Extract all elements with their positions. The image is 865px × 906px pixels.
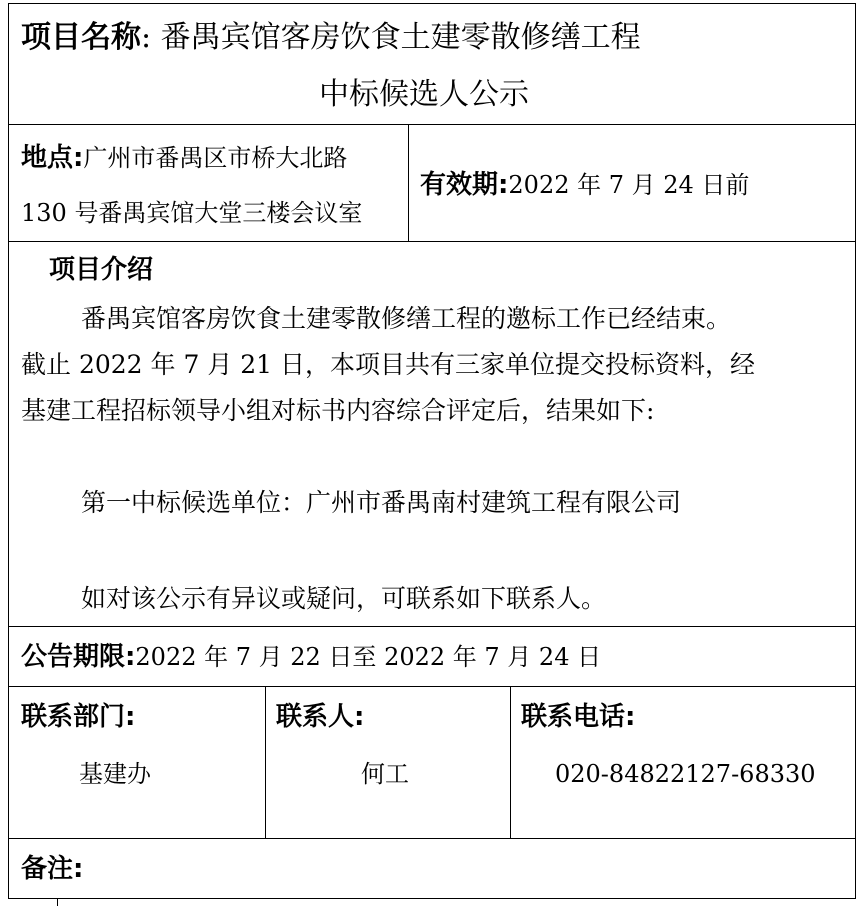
- person-value: 何工: [361, 760, 409, 788]
- intro-paragraph-line3: 基建工程招标领导小组对标书内容综合评定后，结果如下:: [21, 396, 655, 425]
- validity-value: 2022 年 7 月 24 日前: [508, 171, 750, 199]
- col-divider-location: [408, 124, 409, 241]
- person-label: 联系人:: [276, 702, 365, 732]
- intro-paragraph-line1: 番禺宾馆客房饮食土建零散修缮工程的邀标工作已经结束。: [81, 304, 732, 333]
- row-divider-intro: [9, 626, 855, 627]
- period-label: 公告期限:: [21, 642, 136, 672]
- phone-label: 联系电话:: [521, 702, 636, 732]
- project-name-value: 番禺宾馆客房饮食土建零散修缮工程: [160, 20, 641, 55]
- contact-note: 如对该公示有异议或疑问，可联系如下联系人。: [81, 584, 607, 613]
- page-edge-mark: [57, 899, 58, 906]
- dept-value: 基建办: [79, 760, 151, 788]
- row-divider-period: [9, 686, 855, 687]
- period-value: 2022 年 7 月 22 日至 2022 年 7 月 24 日: [135, 643, 602, 671]
- project-name-sep: :: [141, 20, 152, 55]
- intro-heading: 项目介绍: [49, 255, 154, 285]
- remarks-label: 备注:: [21, 854, 84, 884]
- row-divider-location: [9, 241, 855, 242]
- intro-paragraph-line2: 截止 2022 年 7 月 21 日，本项目共有三家单位提交投标资料，经: [21, 350, 756, 379]
- location-value-line2: 130 号番禺宾馆大堂三楼会议室: [21, 199, 363, 227]
- validity-label: 有效期:: [420, 170, 509, 200]
- row-divider-title: [9, 124, 855, 125]
- col-divider-dept: [265, 686, 266, 838]
- project-name-line: [21, 20, 641, 55]
- location-label: 地点:: [21, 143, 84, 173]
- page-title: 中标候选人公示: [319, 77, 529, 112]
- dept-label: 联系部门:: [21, 702, 136, 732]
- project-name-label: 项目名称: [21, 20, 141, 55]
- col-divider-person: [510, 686, 511, 838]
- location-value-line1: 广州市番禺区市桥大北路: [83, 144, 348, 172]
- location-line1: [21, 145, 347, 171]
- notice-table: [8, 3, 856, 899]
- row-divider-contact: [9, 838, 855, 839]
- validity-line: [420, 172, 749, 198]
- phone-value: 020-84822127-68330: [555, 760, 816, 788]
- winner-line: 第一中标候选单位：广州市番禺南村建筑工程有限公司: [81, 488, 682, 517]
- period-line: [21, 644, 601, 670]
